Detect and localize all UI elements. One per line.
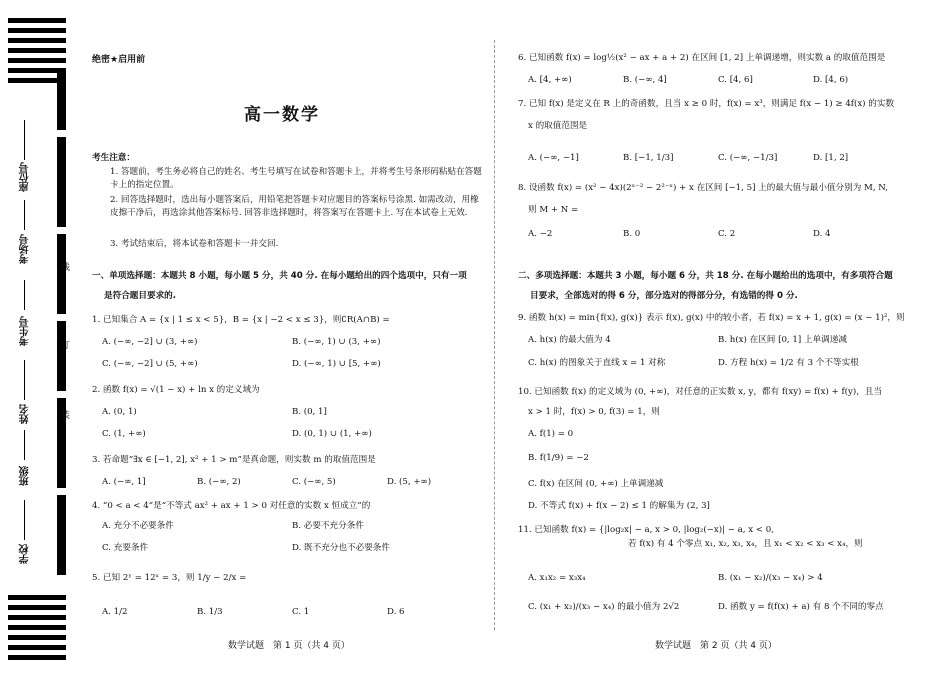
seat-label: 座位号 <box>20 162 31 192</box>
q10-option-a[interactable]: A. f(1) = 0 <box>528 429 574 439</box>
q2-option-c[interactable]: C. (1, +∞) <box>102 429 146 439</box>
school-label: 学校 <box>20 544 31 564</box>
q4-options <box>102 520 482 555</box>
q3-options <box>102 476 482 489</box>
binding-bar <box>57 70 66 590</box>
mark-zhuang: 装 <box>59 410 69 419</box>
page-title: 高一数学 <box>244 105 320 125</box>
class-line <box>24 430 25 460</box>
secret-label: 绝密★启用前 <box>92 55 146 65</box>
q2-option-b[interactable]: B. (0, 1] <box>292 407 327 417</box>
q3-option-b[interactable]: B. (−∞, 2) <box>197 477 241 487</box>
q11-option-c[interactable]: C. (x₁ + x₂)/(x₃ − x₄) 的最小值为 2√2 <box>528 602 680 612</box>
q8-option-c[interactable]: C. 2 <box>718 229 736 239</box>
name-label: 姓名 <box>20 404 31 424</box>
q6-stem: 6. 已知函数 f(x) = log½(x² − ax + a + 2) 在区间 [1, 2] 上单调递增，则实数 a 的取值范围是 <box>518 53 886 63</box>
seat-line <box>24 120 25 160</box>
section1-heading-cont: 是符合题目要求的. <box>104 291 177 301</box>
id-label: 考生号 <box>20 316 31 346</box>
name-line <box>24 360 25 400</box>
q1-option-d[interactable]: D. (−∞, 1) ∪ [5, +∞) <box>292 359 381 369</box>
section1-heading: 一、单项选择题：本题共 8 小题，每小题 5 分，共 40 分. 在每小题给出的四个选项中，只有一项 <box>92 271 467 281</box>
q4-option-a[interactable]: A. 充分不必要条件 <box>102 521 174 531</box>
q3-option-d[interactable]: D. (5, +∞) <box>387 477 432 487</box>
q1-option-c[interactable]: C. (−∞, −2] ∪ (5, +∞) <box>102 359 198 369</box>
q7-stem: 7. 已知 f(x) 是定义在 R 上的奇函数，且当 x ≥ 0 时，f(x) = x³，则满足 f(x − 1) ≥ 4f(x) 的实数 <box>518 99 895 109</box>
q9-option-a[interactable]: A. h(x) 的最大值为 4 <box>528 335 611 345</box>
notice-item: 1. 答题前，考生务必将自己的姓名、考生号填写在试卷和答题卡上，并将考生号条形码粘贴在答题卡上的指定位置。 <box>110 167 482 190</box>
q1-option-b[interactable]: B. (−∞, 1) ∪ (3, +∞) <box>292 337 381 347</box>
binding-stripes-bottom <box>8 595 66 665</box>
q6-option-b[interactable]: B. (−∞, 4] <box>623 75 667 85</box>
mark-ding: 订 <box>59 340 69 349</box>
q8-options <box>528 228 908 241</box>
q10-stem-cont: x > 1 时，f(x) > 0, f(3) = 1，则 <box>528 407 660 417</box>
footer-left: 数学试题 第 1 页（共 4 页） <box>228 641 350 651</box>
class-label: 班级 <box>20 466 31 486</box>
q2-option-a[interactable]: A. (0, 1) <box>102 407 137 417</box>
q10-option-d[interactable]: D. 不等式 f(x) + f(x − 2) ≤ 1 的解集为 (2, 3] <box>528 501 710 511</box>
q4-stem: 4. “0 < a < 4”是“不等式 ax² + ax + 1 > 0 对任意的实数 x 恒成立”的 <box>92 501 371 511</box>
q8-option-a[interactable]: A. −2 <box>528 229 553 239</box>
q9-stem: 9. 函数 h(x) = min{f(x), g(x)} 表示 f(x), g(x) 中的较小者，若 f(x) = x + 1, g(x) = (x − 1)²，则 <box>518 313 905 323</box>
q1-options <box>102 336 482 371</box>
q9-option-b[interactable]: B. h(x) 在区间 [0, 1] 上单调递减 <box>718 335 847 345</box>
q4-option-c[interactable]: C. 充要条件 <box>102 543 149 553</box>
q10-stem: 10. 已知函数 f(x) 的定义域为 (0, +∞)，对任意的正实数 x, y，都有 f(xy) = f(x) + f(y)，且当 <box>518 387 882 397</box>
q9-option-c[interactable]: C. h(x) 的图象关于直线 x = 1 对称 <box>528 358 666 368</box>
q3-option-c[interactable]: C. (−∞, 5) <box>292 477 336 487</box>
q6-options <box>528 74 908 87</box>
q2-options <box>102 406 482 441</box>
school-line <box>24 500 25 540</box>
q4-option-d[interactable]: D. 既不充分也不必要条件 <box>292 543 390 553</box>
notice-item: 3. 考试结束后，将本试卷和答题卡一并交回. <box>110 239 279 249</box>
room-label: 考场号 <box>20 234 31 264</box>
mark-line: 线 <box>59 262 69 271</box>
q8-stem-cont: 则 M + N = <box>528 205 579 215</box>
q3-stem: 3. 若命题“∃x ∈ [−1, 2], x² + 1 > m”是真命题，则实数 m 的取值范围是 <box>92 455 376 465</box>
q5-stem: 5. 已知 2ʸ = 12ˣ = 3，则 1/y − 2/x = <box>92 573 247 583</box>
id-line <box>24 280 25 310</box>
q9-options <box>528 334 908 370</box>
q11-options <box>528 572 908 614</box>
q11-option-d[interactable]: D. 函数 y = f(f(x) + a) 有 8 个不同的零点 <box>718 602 884 612</box>
q9-option-d[interactable]: D. 方程 h(x) = 1/2 有 3 个不等实根 <box>718 358 859 368</box>
q5-option-d[interactable]: D. 6 <box>387 607 405 617</box>
q7-option-b[interactable]: B. [−1, 1/3] <box>623 153 674 163</box>
q7-stem-cont: x 的取值范围是 <box>528 121 588 131</box>
q11-option-b[interactable]: B. (x₁ − x₂)/(x₃ − x₄) > 4 <box>718 573 823 583</box>
q7-option-a[interactable]: A. (−∞, −1] <box>528 153 579 163</box>
q2-option-d[interactable]: D. (0, 1) ∪ (1, +∞) <box>292 429 372 439</box>
q5-option-b[interactable]: B. 1/3 <box>197 607 223 617</box>
q6-option-d[interactable]: D. [4, 6) <box>813 75 849 85</box>
q2-stem: 2. 函数 f(x) = √(1 − x) + ln x 的定义域为 <box>92 385 260 395</box>
q6-option-a[interactable]: A. [4, +∞) <box>528 75 572 85</box>
room-line <box>24 200 25 230</box>
q6-option-c[interactable]: C. [4, 6] <box>718 75 753 85</box>
q11-stem: 11. 已知函数 f(x) = {|log₂x| − a, x > 0, |log₂(−x)| − a, x < 0, <box>518 525 774 535</box>
q11-option-a[interactable]: A. x₁x₂ = x₃x₄ <box>528 573 586 583</box>
q5-options <box>102 606 482 619</box>
footer-right: 数学试题 第 2 页（共 4 页） <box>655 641 777 651</box>
q7-option-d[interactable]: D. [1, 2] <box>813 153 849 163</box>
q10-option-c[interactable]: C. f(x) 在区间 (0, +∞) 上单调递减 <box>528 479 664 489</box>
notice-item: 2. 回答选择题时，选出每小题答案后，用铅笔把答题卡对应题目的答案标号涂黑. 如需改动，用橡皮擦干净后，再选涂其他答案标号. 回答非选择题时，将答案写在答题卡上. 写在本试卷上无效. <box>110 195 479 218</box>
q8-option-b[interactable]: B. 0 <box>623 229 641 239</box>
q5-option-a[interactable]: A. 1/2 <box>102 607 128 617</box>
q7-option-c[interactable]: C. (−∞, −1/3] <box>718 153 778 163</box>
q3-option-a[interactable]: A. (−∞, 1] <box>102 477 146 487</box>
q7-options <box>528 152 908 165</box>
q1-stem: 1. 已知集合 A = {x | 1 ≤ x < 5}，B = {x | −2 < x ≤ 3}，则∁R(A∩B) = <box>92 315 390 325</box>
q11-stem-cont: 若 f(x) 有 4 个零点 x₁, x₂, x₃, x₄，且 x₁ < x₂ < x₃ < x₄，则 <box>628 539 863 549</box>
section2-heading-cont: 目要求，全部选对的得 6 分，部分选对的得部分分，有选错的得 0 分. <box>530 291 798 301</box>
q4-option-b[interactable]: B. 必要不充分条件 <box>292 521 364 531</box>
q8-option-d[interactable]: D. 4 <box>813 229 831 239</box>
notice-head: 考生注意： <box>92 153 135 163</box>
page-divider <box>494 40 495 630</box>
q8-stem: 8. 设函数 f(x) = (x² − 4x)(2ˣ⁻² − 2²⁻ˣ) + x 在区间 [−1, 5] 上的最大值与最小值分别为 M, N, <box>518 183 888 193</box>
q10-option-b[interactable]: B. f(1/9) = −2 <box>528 453 589 463</box>
section2-heading: 二、多项选择题：本题共 3 小题，每小题 6 分，共 18 分. 在每小题给出的选项中，有多项符合题 <box>518 271 893 281</box>
q1-option-a[interactable]: A. (−∞, −2] ∪ (3, +∞) <box>102 337 198 347</box>
q5-option-c[interactable]: C. 1 <box>292 607 310 617</box>
